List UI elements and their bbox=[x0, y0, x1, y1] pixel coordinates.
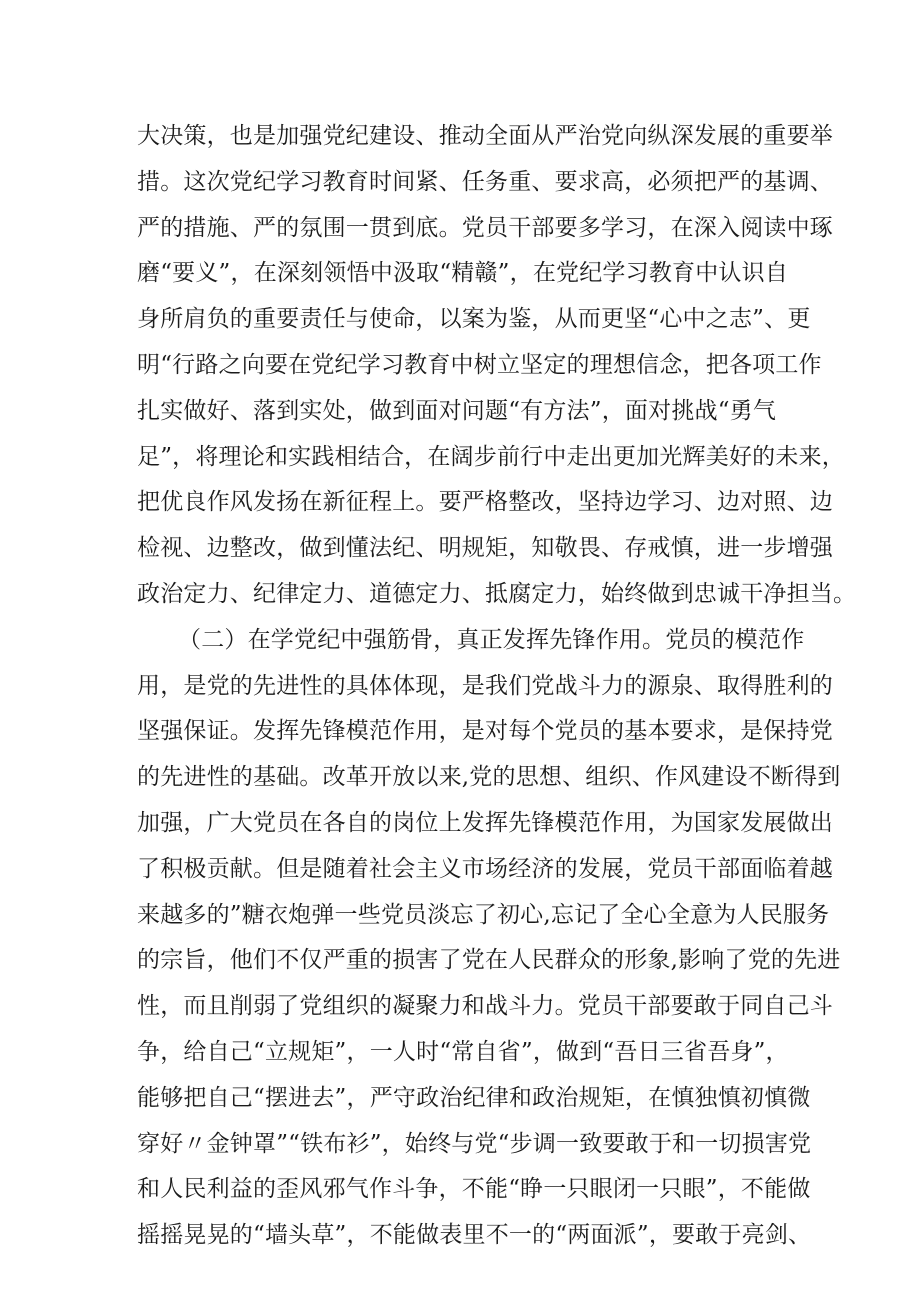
text-line: 政治定力、纪律定力、道德定力、抵腐定力，始终做到忠诚干净担当。 bbox=[137, 580, 857, 607]
body-text bbox=[137, 114, 857, 1259]
text-line: 摇摇晃晃的“墙头草”，不能做表里不一的“两面派”，要敢于亮剑、 bbox=[137, 1222, 812, 1249]
text-line: 严的措施、严的氛围一贯到底。党员干部要多学习，在深入阅读中琢 bbox=[137, 214, 833, 241]
text-line: 把优良作风发扬在新征程上。要严格整改，坚持边学习、边对照、边 bbox=[137, 489, 833, 516]
text-line: 坚强保证。发挥先锋模范作用，是对每个党员的基本要求，是保持党 bbox=[137, 718, 833, 745]
text-line: 用，是党的先进性的具体体现，是我们党战斗力的源泉、取得胜利的 bbox=[137, 672, 833, 699]
text-line: 加强，广大党员在各自的岗位上发挥先锋模范作用，为国家发展做出 bbox=[137, 809, 833, 836]
text-line: 和人民利益的歪风邪气作斗争，不能“睁一只眼闭一只眼”，不能做 bbox=[137, 1176, 811, 1203]
text-line: 措。这次党纪学习教育时间紧、任务重、要求高，必须把严的基调、 bbox=[137, 168, 833, 195]
text-line: 争，给自己“立规矩”，一人时“常自省”，做到“吾日三省吾身”， bbox=[137, 1038, 789, 1065]
text-line: 的宗旨，他们不仅严重的损害了党在人民群众的形象,影响了党的先进 bbox=[137, 947, 841, 974]
text-line: 磨“要义”，在深刻领悟中汲取“精赣”，在党纪学习教育中认识自 bbox=[137, 260, 789, 287]
section-heading-line: （二）在学党纪中强筋骨，真正发挥先锋作用。党员的模范作 bbox=[178, 626, 805, 653]
text-line: 穿好〃金钟罩”“铁布衫”，始终与党“步调一致要敢于和一切损害党 bbox=[137, 1130, 812, 1157]
text-line: 检视、边整改，做到懂法纪、明规矩，知敬畏、存戒慎，进一步增强 bbox=[137, 535, 833, 562]
text-line: 大决策，也是加强党纪建设、推动全面从严治党向纵深发展的重要举 bbox=[137, 123, 833, 149]
text-line: 身所肩负的重要责任与使命，以案为鉴，从而更坚“心中之志”、更 bbox=[137, 306, 811, 333]
text-line: 能够把自己“摆进去”，严守政治纪律和政治规矩，在慎独慎初慎微 bbox=[137, 1084, 811, 1111]
text-line: 扎实做好、落到实处，做到面对问题“有方法”，面对挑战“勇气 bbox=[137, 397, 777, 424]
text-line: 足”，将理论和实践相结合，在阔步前行中走出更加光辉美好的未来， bbox=[137, 443, 845, 470]
text-line: 的先进性的基础。改革开放以来,党的思想、组织、作风建设不断得到 bbox=[137, 764, 841, 791]
text-line: 明“行路之向要在党纪学习教育中树立坚定的理想信念，把各项工作 bbox=[137, 351, 822, 378]
text-line: 性，而且削弱了党组织的凝聚力和战斗力。党员干部要敢于同自己斗 bbox=[137, 993, 833, 1020]
text-line: 来越多的”糖衣炮弹一些党员淡忘了初心,忘记了全心全意为人民服务 bbox=[137, 901, 830, 928]
text-line: 了积极贡献。但是随着社会主义市场经济的发展，党员干部面临着越 bbox=[137, 855, 833, 882]
